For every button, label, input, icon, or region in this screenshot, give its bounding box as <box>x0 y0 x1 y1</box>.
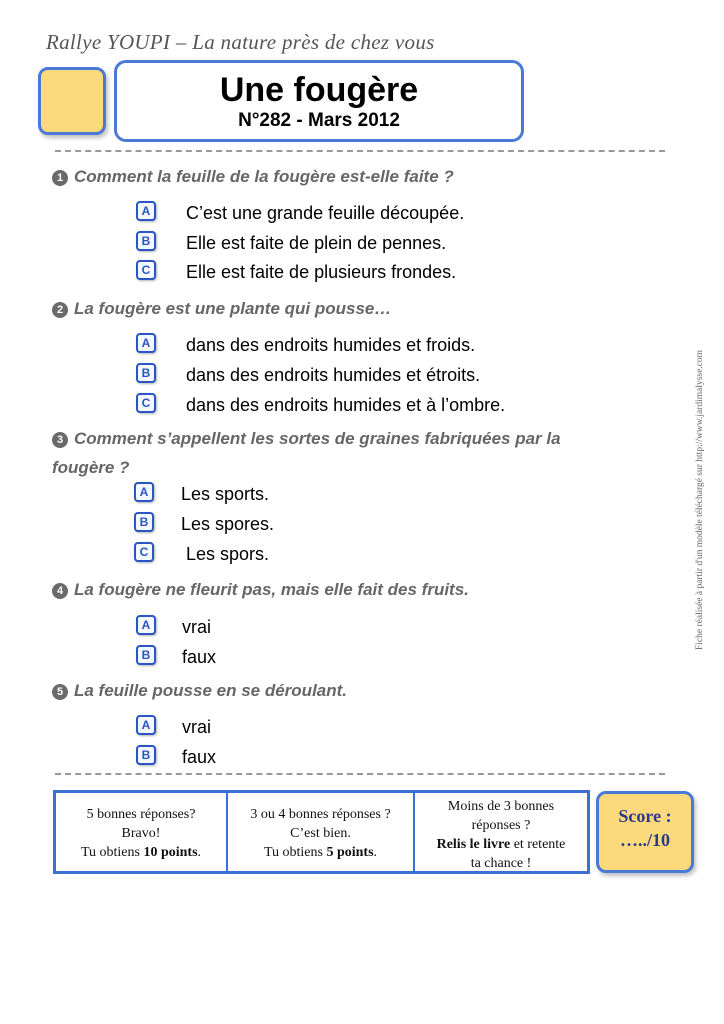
q2-option-c[interactable] <box>136 393 506 417</box>
top-divider <box>55 150 665 152</box>
q3-option-c[interactable] <box>134 542 270 566</box>
question-number-1: 1 <box>52 170 68 186</box>
option-c-icon: C <box>136 393 156 413</box>
question-2-text: La fougère est une plante qui pousse… <box>74 299 392 318</box>
question-1-text: Comment la feuille de la fougère est-elle faite ? <box>74 167 454 186</box>
option-c-icon: C <box>136 260 156 280</box>
scoring-table <box>53 790 590 874</box>
scoring-col1-line2: Bravo! <box>121 826 161 841</box>
scoring-col1-line1: 5 bonnes réponses? <box>86 807 196 822</box>
score-value: …../10 <box>619 830 670 850</box>
scoring-cell-less-than-3 <box>413 793 587 871</box>
q1-option-c-text: Elle est faite de plusieurs frondes. <box>186 262 457 282</box>
option-b-icon: B <box>134 512 154 532</box>
option-b-icon: B <box>136 363 156 383</box>
option-b-icon: B <box>136 645 156 665</box>
option-a-icon: A <box>136 333 156 353</box>
question-5-text: La feuille pousse en se déroulant. <box>74 681 348 700</box>
q3-option-a[interactable] <box>134 482 270 506</box>
scoring-col2-line3: Tu obtiens 5 points. <box>263 845 378 860</box>
question-4-text: La fougère ne fleurit pas, mais elle fait des fruits. <box>74 580 469 599</box>
q1-option-b-text: Elle est faite de plein de pennes. <box>186 233 447 253</box>
q3-option-a-text: Les sports. <box>181 484 270 504</box>
option-b-icon: B <box>136 231 156 251</box>
scoring-col3-line3: Relis le livre et retente <box>436 837 566 852</box>
scoring-cell-5-correct <box>56 793 226 871</box>
q4-option-b-text: faux <box>182 647 217 667</box>
q5-option-a-text: vrai <box>182 717 212 737</box>
question-3 <box>52 424 652 482</box>
option-a-icon: A <box>136 715 156 735</box>
scoring-col3-line4: ta chance ! <box>470 856 532 871</box>
question-number-4: 4 <box>52 583 68 599</box>
q5-option-b-text: faux <box>182 747 217 767</box>
scoring-col3-line2: réponses ? <box>471 818 531 833</box>
q2-option-c-text: dans des endroits humides et à l’ombre. <box>186 395 506 415</box>
q3-option-b[interactable] <box>134 512 275 536</box>
option-a-icon: A <box>136 615 156 635</box>
q1-option-a[interactable] <box>136 201 465 225</box>
q1-option-c[interactable] <box>136 260 457 284</box>
q2-option-a-text: dans des endroits humides et froids. <box>186 335 476 355</box>
series-header: Rallye YOUPI – La nature près de chez vous <box>46 30 435 54</box>
q2-option-a[interactable] <box>136 333 476 357</box>
option-c-icon: C <box>134 542 154 562</box>
q2-option-b-text: dans des endroits humides et étroits. <box>186 365 481 385</box>
question-4 <box>52 575 652 604</box>
issue-subtitle: N°282 - Mars 2012 <box>238 110 400 131</box>
question-number-5: 5 <box>52 684 68 700</box>
scoring-col2-line2: C’est bien. <box>290 826 351 841</box>
question-number-3: 3 <box>52 432 68 448</box>
side-credit-note: Fiche réalisée à partir d'un modèle téléchargé sur http://www.jardimalysse.com <box>695 349 705 650</box>
scoring-col3-line1: Moins de 3 bonnes <box>447 799 555 814</box>
scoring-col2-line1: 3 ou 4 bonnes réponses ? <box>250 807 391 822</box>
q5-option-b[interactable] <box>136 745 217 769</box>
option-a-icon: A <box>136 201 156 221</box>
q4-option-b[interactable] <box>136 645 217 669</box>
question-3-text-line2: fougère ? <box>52 458 130 477</box>
score-label: Score : <box>618 806 672 826</box>
page-title: Une fougère <box>219 71 419 109</box>
question-2 <box>52 294 652 323</box>
q3-option-c-text: Les spors. <box>186 544 270 564</box>
q3-option-b-text: Les spores. <box>181 514 275 534</box>
q2-option-b[interactable] <box>136 363 481 387</box>
title-box <box>114 60 524 142</box>
score-box <box>596 791 694 873</box>
option-a-icon: A <box>134 482 154 502</box>
scoring-col1-line3: Tu obtiens 10 points. <box>80 845 202 860</box>
q4-option-a[interactable] <box>136 615 212 639</box>
question-3-text-line1: Comment s’appellent les sortes de graines fabriquées par la <box>74 429 561 448</box>
question-5 <box>52 676 652 705</box>
scoring-cell-3-4-correct <box>226 793 413 871</box>
question-number-2: 2 <box>52 302 68 318</box>
q4-option-a-text: vrai <box>182 617 212 637</box>
q1-option-b[interactable] <box>136 231 447 255</box>
q5-option-a[interactable] <box>136 715 212 739</box>
bottom-divider <box>55 773 665 775</box>
decorative-yellow-box <box>38 67 106 135</box>
question-1 <box>52 162 652 191</box>
option-b-icon: B <box>136 745 156 765</box>
q1-option-a-text: C’est une grande feuille découpée. <box>186 203 465 223</box>
